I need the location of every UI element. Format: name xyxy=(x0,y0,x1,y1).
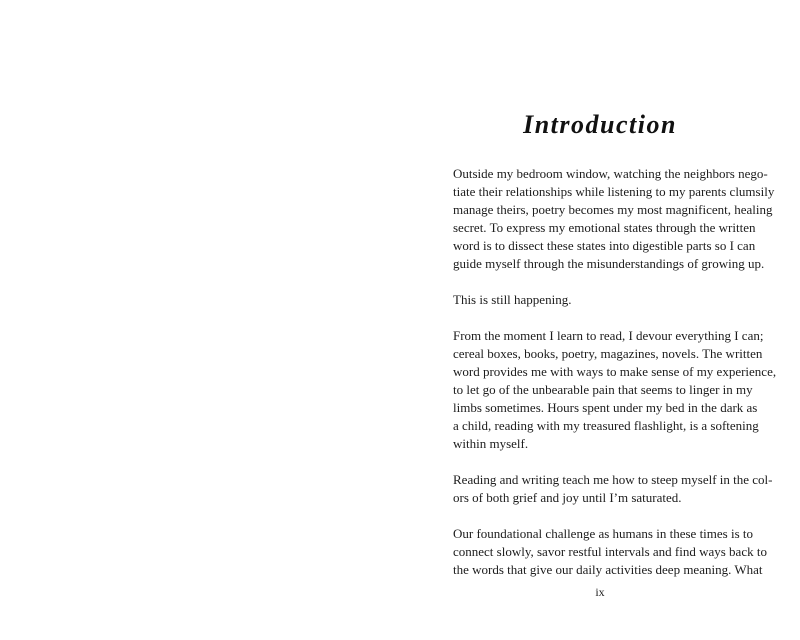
text-line: manage theirs, poetry becomes my most magnificent, healing xyxy=(453,202,773,217)
text-line: Outside my bedroom window, watching the neighbors nego- xyxy=(453,166,768,181)
body-text xyxy=(453,165,777,597)
right-page xyxy=(400,0,800,640)
page-number: ix xyxy=(595,585,605,599)
paragraph-4 xyxy=(453,471,773,507)
text-line: From the moment I learn to read, I devour everything I can; xyxy=(453,328,764,343)
text-line: to let go of the unbearable pain that seems to linger in my xyxy=(453,382,753,397)
chapter-title: Introduction xyxy=(523,110,677,139)
text-line: tiate their relationships while listening to my parents clumsily xyxy=(453,184,775,199)
text-line: secret. To express my emotional states through the written xyxy=(453,220,756,235)
text-line: This is still happening. xyxy=(453,292,572,307)
text-line: Our foundational challenge as humans in these times is to xyxy=(453,526,754,541)
text-line: within myself. xyxy=(453,436,529,451)
text-line: word is to dissect these states into digestible parts so I can xyxy=(453,238,756,253)
paragraph-1 xyxy=(453,165,775,273)
paragraph-5 xyxy=(453,525,767,579)
text-line: connect slowly, savor restful intervals and find ways back to xyxy=(453,544,767,559)
paragraph-3 xyxy=(453,327,777,453)
text-line: ors of both grief and joy until I’m saturated. xyxy=(453,490,682,505)
text-line: guide myself through the misunderstandings of growing up. xyxy=(453,256,765,271)
text-line: Reading and writing teach me how to steep myself in the col- xyxy=(453,472,773,487)
text-line: word provides me with ways to make sense of my experience, xyxy=(453,364,777,379)
text-line: the words that give our daily activities deep meaning. What xyxy=(453,562,763,577)
text-line: a child, reading with my treasured flashlight, is a softening xyxy=(453,418,759,433)
text-line: limbs sometimes. Hours spent under my bed in the dark as xyxy=(453,400,758,415)
paragraph-2 xyxy=(453,291,753,309)
text-line: cereal boxes, books, poetry, magazines, novels. The written xyxy=(453,346,763,361)
